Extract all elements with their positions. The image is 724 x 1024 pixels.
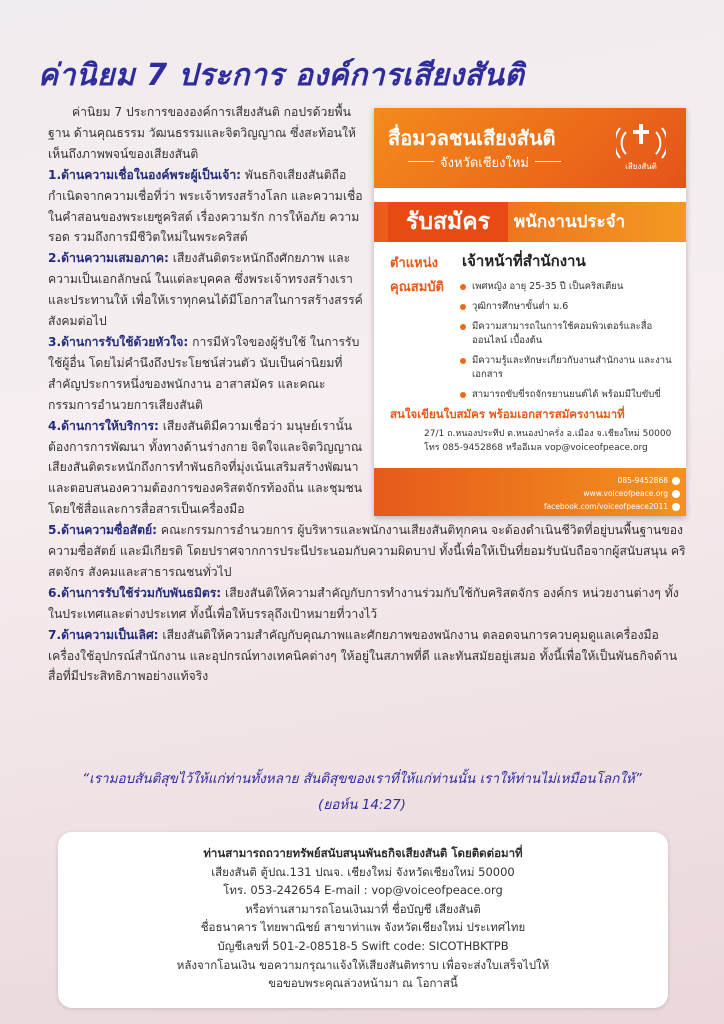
- value-text: เสียงสันติตระหนักถึงศักยภาพ และความเป็นเอกลักษณ์ ในแต่ละบุคคล ซึ่งพระเจ้าทรงสร้างเราและประทานให้ เพื่อให้เราทุกคนได้มีโอกาสในการสร้างสรรค์สังคมต่อไป: [48, 251, 363, 329]
- donation-line: เสียงสันติ ตู้ปณ.131 ปณจ. เชียงใหม่ จังหวัดเชียงใหม่ 50000: [211, 864, 515, 879]
- donation-line: หรือท่านสามารถโอนเงินมาที่ ชื่อบัญชี เสียงสันติ: [245, 901, 481, 916]
- value-heading: 4.ด้านการให้บริการ:: [48, 418, 159, 433]
- globe-icon: [672, 490, 680, 498]
- quote-text: “เรามอบสันติสุขไว้ให้แก่ท่านทั้งหลาย สันติสุขของเราที่ให้แก่ท่านนั้น เราให้ท่านไม่เหมือนโลกให้”: [82, 771, 642, 787]
- poster-footer: [374, 468, 686, 516]
- list-item: มีความรู้และทักษะเกี่ยวกับงานสำนักงาน และงานเอกสาร: [460, 354, 680, 382]
- donation-line: บัญชีเลขที่ 501-2-08518-5 Swift code: SICOTHBKTPB: [217, 938, 509, 953]
- value-item: [48, 625, 688, 688]
- poster-title: สื่อมวลชนเสียงสันติ: [388, 126, 556, 150]
- value-item: [48, 332, 363, 416]
- quote-reference: (ยอห์น 14:27): [318, 797, 406, 813]
- list-item: วุฒิการศึกษาขั้นต่ำ ม.6: [460, 300, 680, 314]
- value-item: [48, 520, 688, 583]
- donation-box: [58, 832, 668, 1008]
- full-column: [48, 520, 688, 687]
- footer-facebook: facebook.com/voiceofpeace2011: [543, 502, 668, 511]
- donation-heading: ท่านสามารถถวายทรัพย์สนับสนุนพันธกิจเสียงสันติ โดยติดต่อมาที่: [203, 846, 523, 860]
- value-text: การมีหัวใจของผู้รับใช้ ในการรับใช้ผู้อื่น โดยไม่คำนึงถึงประโยชน์ส่วนตัว นับเป็นค่านิยมที่สำคัญประการหนึ่งของพนักงาน อาสาสมัคร และคณะกรรมการอำนวยการเสียงสันติ: [48, 334, 360, 412]
- value-item: [48, 165, 363, 249]
- value-heading: 7.ด้านความเป็นเลิศ:: [48, 627, 159, 642]
- logo-text: เสียงสันติ: [625, 162, 657, 171]
- qualification-label: คุณสมบัติ: [390, 280, 444, 295]
- poster-header: [374, 108, 686, 188]
- donation-line: ชื่อธนาคาร ไทยพาณิชย์ สาขาท่าแพ จังหวัดเชียงใหม่ ประเทศไทย: [200, 920, 526, 935]
- value-text: เสียงสันติมีความเชื่อว่า มนุษย์เรานั้นต้องการการพัฒนา ทั้งทางด้านร่างกาย จิตใจและจิตวิญญาณ เสียงสันติตระหนักถึงการทำพันธกิจที่มุ่งเน้นเสริมสร้างพัฒนา และตอบสนองความต้องการของคริสตจักรท้องถิ่น และชุมชน โดยใช้สื่อและการสื่อสารเป็นเครื่องมือ: [48, 418, 363, 517]
- value-text: คณะกรรมการอำนวยการ ผู้บริหารและพนักงานเสียงสันติทุกคน จะต้องดำเนินชีวิตที่อยู่บนพื้นฐานของความซื่อสัตย์ และมีเกียรติ โดยปราศจากการประนีประนอมกับความผิดบาป ทั้งนี้เพื่อให้เป็นที่ยอมรับนับถือจากผู้สนับสนุน คริสตจักร สังคมและสาธารณชนทั่วไป: [48, 523, 686, 579]
- recruit-label: รับสมัคร: [388, 202, 508, 242]
- position-label: ตำแหน่ง: [390, 256, 438, 271]
- donation-line: โทร. 053-242654 E-mail : vop@voiceofpeace.org: [223, 883, 503, 898]
- value-item: [48, 416, 363, 521]
- value-text: เสียงสันติให้ความสำคัญกับการทำงานร่วมกับใช้กับคริสตจักร องค์กร หน่วยงานต่างๆ ทั้งในประเทศและต่างประเทศ ทั้งนี้เพื่อให้บรรลุถึงเป้าหมายที่วางไว้: [48, 585, 679, 621]
- apply-address: 27/1 ถ.หนองประทีป ต.หนองป่าครั่ง อ.เมือง จ.เชียงใหม่ 50000: [424, 429, 672, 439]
- value-item: [48, 248, 363, 332]
- value-text: พันธกิจเสียงสันติถือกำเนิดจากความเชื่อที่ว่า พระเจ้าทรงสร้างโลก และความเชื่อในคำสอนของพระเยซูคริสต์ เรื่องความรัก การให้อภัย ความรอด รวมถึงการมีชีวิตใหม่ในพระคริสต์: [48, 167, 363, 245]
- page-title: ค่านิยม 7 ประการ องค์การเสียงสันติ: [38, 58, 525, 93]
- list-item: เพศหญิง อายุ 25-35 ปี เป็นคริสเตียน: [460, 280, 680, 294]
- bible-quote: [40, 766, 684, 818]
- list-item: มีความสามารถในการใช้คอมพิวเตอร์และสื่อออนไลน์ เบื้องต้น: [460, 320, 680, 348]
- value-item: [48, 583, 688, 625]
- value-heading: 5.ด้านความซื่อสัตย์:: [48, 523, 158, 538]
- donation-line: หลังจากโอนเงิน ขอความกรุณาแจ้งให้เสียงสันติทราบ เพื่อจะส่งใบเสร็จไปให้: [176, 957, 550, 972]
- position-value: เจ้าหน้าที่สำนักงาน: [462, 252, 586, 270]
- recruitment-poster: [374, 108, 686, 516]
- value-text: เสียงสันติให้ความสำคัญกับคุณภาพและศักยภาพของพนักงาน ตลอดจนการควบคุมดูแลเครื่องมือ เครื่องใช้อุปกรณ์สำนักงาน และอุปกรณ์ทางเทคนิคต่างๆ ให้อยู่ในสภาพที่ดี และทันสมัยอยู่เสมอ ทั้งนี้เพื่อให้เป็นพันธกิจด้านสื่อที่มีประสิทธิภาพอย่างแท้จริง: [48, 627, 678, 684]
- facebook-icon: [672, 503, 680, 511]
- value-heading: 3.ด้านการรับใช้ด้วยหัวใจ:: [48, 334, 189, 349]
- poster-subtitle: จังหวัดเชียงใหม่: [440, 152, 529, 173]
- recruit-sublabel: พนักงานประจำ: [514, 212, 626, 232]
- apply-contact: โทร 085-9452868 หรืออีเมล vop@voiceofpeace.org: [424, 443, 648, 453]
- value-heading: 1.ด้านความเชื่อในองค์พระผู้เป็นเจ้า:: [48, 167, 242, 182]
- apply-title: สนใจเขียนใบสมัคร พร้อมเอกสารสมัครงานมาที่: [390, 407, 625, 421]
- footer-website: www.voiceofpeace.org: [583, 489, 668, 498]
- voice-of-peace-logo: [616, 118, 666, 174]
- recruit-banner: [374, 202, 686, 242]
- phone-icon: [672, 477, 680, 485]
- footer-phone: 085-9452868: [617, 476, 668, 485]
- list-item: สามารถขับขี่รถจักรยานยนต์ได้ พร้อมมีใบขับขี่: [460, 388, 680, 402]
- intro-paragraph: ค่านิยม 7 ประการขององค์การเสียงสันติ กอปรด้วยพื้นฐาน ด้านคุณธรรม วัฒนธรรมและจิตวิญญาณ ซึ่งสะท้อนให้เห็นถึงภาพพจน์ของเสียงสันติ: [48, 105, 356, 161]
- donation-line: ขอขอบพระคุณล่วงหน้ามา ณ โอกาสนี้: [268, 976, 458, 991]
- value-heading: 6.ด้านการรับใช้ร่วมกับพันธมิตร:: [48, 585, 222, 600]
- value-heading: 2.ด้านความเสมอภาค:: [48, 251, 169, 266]
- left-column: [48, 102, 363, 520]
- qualification-list: [460, 280, 680, 408]
